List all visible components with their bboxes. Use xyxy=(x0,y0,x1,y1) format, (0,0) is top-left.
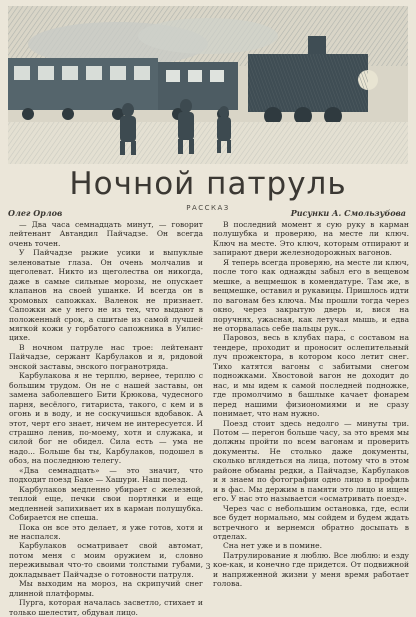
illustrator-byline: Рисунки А. Смользубова xyxy=(290,208,406,218)
paragraph: Пурга, которая началась засветло, стихает и только шелестит, обдувая лицо. xyxy=(9,598,203,617)
paragraph: Паровоз, весь в клубах пара, с составом на тендере, проходит и проносит ослепительный луч прожектора, в котором косо летит снег. Тихо катятся вагоны с забитыми снегом подножками. Хвостовой вагон не доходит до нас, и мы идем к самой последней подножке, где промолчимо в башлыке качает фонарем перед нашими физиономиями и не сразу понимает, что нам нужно. xyxy=(213,333,409,419)
paragraph: Сна нет уже и в помине. xyxy=(223,541,323,551)
right-text-column xyxy=(213,220,409,589)
paragraph: Через час с небольшим остановка, где, если все будет нормально, мы сойдем и будем ждать встречного и вернемся обратно досыпать в отделах. xyxy=(213,503,409,541)
paragraph: Пока он все это делает, я уже готов, хотя и не наспался. xyxy=(9,522,203,541)
paragraph: Карбулаков медленно убирает с железной, теплой еще, печки свои портянки и еще медленней запихивает их в карман полушубка. Собирается не спеша. xyxy=(9,484,203,523)
paragraph: «Два семнадцать» — это значит, что подходит поезд Баке — Хашури. Наш поезд. xyxy=(9,465,203,485)
train-night-patrol-illustration-icon xyxy=(8,6,408,164)
paragraph: Патрулирование я люблю. Все люблю: и езду кое-как, и конечно где придется. От подвижной и напряженной жизни у меня время работает голова. xyxy=(213,550,409,589)
paragraph: Мы выходим на мороз, на скрипучий снег длинной платформы. xyxy=(9,579,203,598)
left-text-column xyxy=(9,220,203,617)
paragraph: У Пайчадзе рыжие усики и выпуклые зеленоватые глаза. Он очень молчалив и щеголеват. Никто из щеголества он никогда, даже в самые сильные морозы, не опускает клапанов на своей ушанке. И всегда он в хромовых сапожках. Валенок не признает. Сапожки же у него не из тех, что выдают в положенный срок, а сшитые из самой лучшей мягкой кожи у горбатого сапожника в Уилис-цихе. xyxy=(9,248,203,343)
paragraph: Карбулаков осматривает свой автомат, потом меня с моим оружием и, словно переживывая что-то своими толстыми губами, докладывает Пайчадзе о готовности патруля. xyxy=(9,541,203,579)
paragraph: Карбулакова я не терплю, вернее, терплю с большим трудом. Он не с нашей заставы, он замена заболевшего Бити Крюкова, чудесного парня, весёлого, гитариста, такого, с кем и в огонь и в воду, и не соскучишься вдобавок. А этот, черт его знает, ничем не интересуется. И страшно ленив, по-моему, хотя и служака, и силой бог не обидел. Сила есть — ума не надо... Больше бы ты, Карбулаков, подошел в обоз, на последнюю телегу. xyxy=(9,371,203,466)
illustration xyxy=(8,6,408,164)
page-number: 3 xyxy=(205,562,211,571)
paragraph: Поезд стоит здесь недолго — минуты три. Потом — перегон больше часу, за это время мы должны пройти по всем вагонам и проверить документы. Не столько даже документы, сколько вглядеться на лица, потому что в этом районе обманы редки, а Пайчадзе, Карбулаков и я знаем по фотографии одно лицо в профиль и в фас. Мы держим в памяти это лицо и ищем его. У нас это называется «осматривать поезд». xyxy=(213,418,409,504)
paragraph: В ночном патруле нас трое: лейтенант Пайчадзе, сержант Карбулаков и я, рядовой энской заставы, энского погранотряда. xyxy=(9,342,203,371)
paragraph: Я теперь всегда проверяю, на месте ли ключ, после того как однажды забыл его в вещевом мешке, а вещмешок в комендатуре. Там же, в вещмешке, оставил и рукавицы. Пришлось идти по вагонам без ключа. Мы прошли тогда через окно, через закрытую дверь и, вися на поручнях, ужасная, как летучая мышь, и едва не оторвалась себе пальцы рук... xyxy=(213,257,409,333)
paragraph: В последний момент я сую руку в карман полушубка и проверяю, на месте ли ключ. Ключ на месте. Это ключ, которым отпирают и запирают двери железнодорожных вагонов. xyxy=(213,220,409,258)
article-title: Ночной патруль xyxy=(69,166,347,202)
paragraph: — Два часа семнадцать минут, — говорит лейтенант Автандил Пайчадзе. Он всегда очень точен. xyxy=(9,220,203,248)
author-byline: Олег Орлов xyxy=(8,208,63,218)
article-subtitle: РАССКАЗ xyxy=(186,204,230,212)
